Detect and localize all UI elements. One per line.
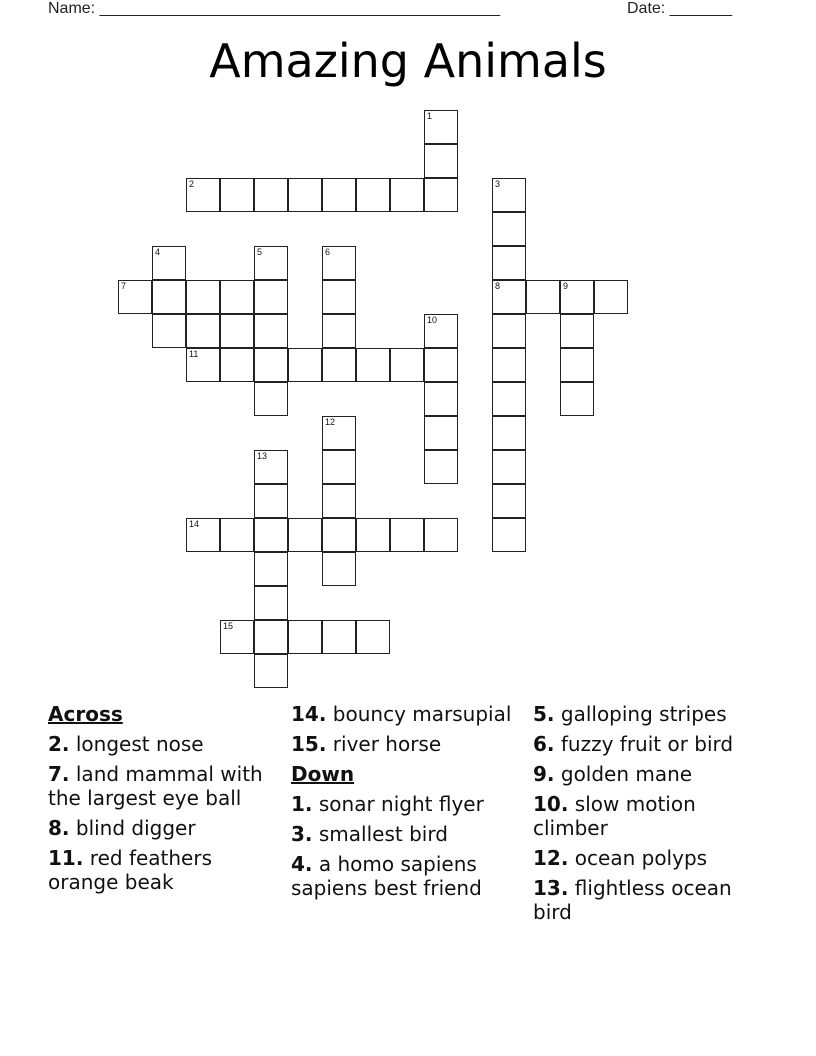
- crossword-cell[interactable]: [118, 280, 152, 314]
- crossword-cell[interactable]: [220, 314, 254, 348]
- clues-column-2: [291, 702, 521, 906]
- clues-column-1: [48, 702, 278, 900]
- clue-text: bouncy marsupial: [332, 702, 512, 726]
- crossword-cell[interactable]: [322, 280, 356, 314]
- clue-number: 3.: [291, 822, 313, 846]
- crossword-cell[interactable]: [560, 382, 594, 416]
- cell-number: 3: [495, 179, 501, 189]
- crossword-cell[interactable]: [152, 314, 186, 348]
- clue-number: 6.: [533, 732, 555, 756]
- crossword-cell[interactable]: [152, 246, 186, 280]
- clue-down-3: [291, 822, 521, 846]
- clue-down-6: [533, 732, 768, 756]
- clue-number: 8.: [48, 816, 70, 840]
- clue-text: a homo sapiens sapiens best friend: [291, 852, 482, 900]
- cell-number: 2: [189, 179, 195, 189]
- crossword-cell[interactable]: [492, 348, 526, 382]
- crossword-cell[interactable]: [220, 620, 254, 654]
- clue-text: galloping stripes: [560, 702, 727, 726]
- crossword-cell[interactable]: [322, 178, 356, 212]
- clue-down-13: [533, 876, 768, 924]
- clue-down-1: [291, 792, 521, 816]
- crossword-cell[interactable]: [594, 280, 628, 314]
- cell-number: 11: [189, 349, 199, 359]
- crossword-cell[interactable]: [322, 552, 356, 586]
- crossword-cell[interactable]: [322, 314, 356, 348]
- crossword-cell[interactable]: [322, 348, 356, 382]
- cell-number: 5: [257, 247, 263, 257]
- crossword-cell[interactable]: [424, 178, 458, 212]
- crossword-cell[interactable]: [424, 518, 458, 552]
- crossword-cell[interactable]: [424, 144, 458, 178]
- crossword-cell[interactable]: [254, 450, 288, 484]
- clue-number: 1.: [291, 792, 313, 816]
- cell-number: 8: [495, 281, 501, 291]
- cell-number: 14: [189, 519, 200, 529]
- cell-number: 4: [155, 247, 161, 257]
- crossword-cell[interactable]: [186, 348, 220, 382]
- clue-across-11: [48, 846, 278, 894]
- page-title: Amazing Animals: [209, 34, 607, 88]
- cell-number: 9: [563, 281, 569, 291]
- crossword-cell[interactable]: [492, 416, 526, 450]
- clue-down-4: [291, 852, 521, 900]
- clue-text: flightless ocean bird: [533, 876, 732, 924]
- cell-number: 7: [121, 281, 127, 291]
- crossword-cell[interactable]: [322, 518, 356, 552]
- crossword-cell[interactable]: [322, 416, 356, 450]
- cell-number: 1: [427, 111, 433, 121]
- clue-number: 12.: [533, 846, 569, 870]
- crossword-cell[interactable]: [526, 280, 560, 314]
- crossword-cell[interactable]: [560, 314, 594, 348]
- cell-number: 15: [223, 621, 234, 631]
- crossword-cell[interactable]: [288, 348, 322, 382]
- crossword-cell[interactable]: [560, 280, 594, 314]
- crossword-cell[interactable]: [186, 314, 220, 348]
- crossword-cell[interactable]: [322, 484, 356, 518]
- cell-number: 13: [257, 451, 268, 461]
- clue-across-15: [291, 732, 521, 756]
- clue-number: 9.: [533, 762, 555, 786]
- clue-number: 13.: [533, 876, 569, 900]
- crossword-cell[interactable]: [424, 110, 458, 144]
- crossword-cell[interactable]: [254, 518, 288, 552]
- crossword-cell[interactable]: [152, 280, 186, 314]
- clue-text: blind digger: [75, 816, 196, 840]
- crossword-cell[interactable]: [390, 178, 424, 212]
- across-heading: Across: [48, 702, 123, 726]
- crossword-cell[interactable]: [288, 620, 322, 654]
- cell-number: 6: [325, 247, 331, 257]
- crossword-cell[interactable]: [492, 450, 526, 484]
- clue-text: fuzzy fruit or bird: [560, 732, 734, 756]
- clue-down-12: [533, 846, 768, 870]
- crossword-cell[interactable]: [254, 654, 288, 688]
- crossword-cell[interactable]: [254, 586, 288, 620]
- clue-down-9: [533, 762, 768, 786]
- clue-across-14: [291, 702, 521, 726]
- crossword-cell[interactable]: [322, 620, 356, 654]
- crossword-cell[interactable]: [254, 484, 288, 518]
- crossword-cell[interactable]: [424, 314, 458, 348]
- crossword-cell[interactable]: [560, 348, 594, 382]
- crossword-cell[interactable]: [322, 246, 356, 280]
- crossword-cell[interactable]: [424, 348, 458, 382]
- crossword-cell[interactable]: [424, 450, 458, 484]
- crossword-cell[interactable]: [390, 348, 424, 382]
- clue-number: 14.: [291, 702, 327, 726]
- crossword-cell[interactable]: [254, 348, 288, 382]
- crossword-cell[interactable]: [356, 178, 390, 212]
- clue-text: golden mane: [560, 762, 693, 786]
- crossword-cell[interactable]: [186, 280, 220, 314]
- clue-down-5: [533, 702, 768, 726]
- crossword-cell[interactable]: [492, 484, 526, 518]
- crossword-cell[interactable]: [220, 348, 254, 382]
- crossword-cell[interactable]: [356, 518, 390, 552]
- clue-down-10: [533, 792, 768, 840]
- name-field-line: Name: _____________________________________________: [48, 0, 500, 17]
- crossword-cell[interactable]: [424, 416, 458, 450]
- clue-number: 2.: [48, 732, 70, 756]
- clue-number: 5.: [533, 702, 555, 726]
- clue-text: slow motion climber: [533, 792, 696, 840]
- clue-text: river horse: [332, 732, 442, 756]
- crossword-cell[interactable]: [356, 620, 390, 654]
- crossword-cell[interactable]: [492, 178, 526, 212]
- crossword-cell[interactable]: [288, 178, 322, 212]
- clue-number: 4.: [291, 852, 313, 876]
- crossword-cell[interactable]: [254, 246, 288, 280]
- clue-number: 15.: [291, 732, 327, 756]
- crossword-cell[interactable]: [254, 552, 288, 586]
- crossword-cell[interactable]: [390, 518, 424, 552]
- crossword-cell[interactable]: [492, 314, 526, 348]
- clues-column-3: [533, 702, 768, 930]
- clue-number: 11.: [48, 846, 84, 870]
- date-field-line: Date: _______: [627, 0, 732, 17]
- clue-number: 10.: [533, 792, 569, 816]
- cell-number: 12: [325, 417, 336, 427]
- crossword-cell[interactable]: [220, 178, 254, 212]
- crossword-cell[interactable]: [288, 518, 322, 552]
- crossword-cell[interactable]: [220, 280, 254, 314]
- clue-across-7: [48, 762, 278, 810]
- crossword-cell[interactable]: [492, 280, 526, 314]
- crossword-cell[interactable]: [492, 212, 526, 246]
- crossword-cell[interactable]: [492, 246, 526, 280]
- crossword-cell[interactable]: [356, 348, 390, 382]
- crossword-cell[interactable]: [186, 178, 220, 212]
- crossword-cell[interactable]: [254, 280, 288, 314]
- crossword-cell[interactable]: [492, 518, 526, 552]
- cell-number: 10: [427, 315, 438, 325]
- down-heading: Down: [291, 762, 355, 786]
- crossword-cell[interactable]: [322, 450, 356, 484]
- crossword-cell[interactable]: [424, 382, 458, 416]
- crossword-cell[interactable]: [254, 178, 288, 212]
- crossword-cell[interactable]: [220, 518, 254, 552]
- crossword-cell[interactable]: [254, 382, 288, 416]
- clue-text: smallest bird: [318, 822, 448, 846]
- crossword-cell[interactable]: [186, 518, 220, 552]
- clue-number: 7.: [48, 762, 70, 786]
- crossword-cell[interactable]: [492, 382, 526, 416]
- clue-text: sonar night flyer: [318, 792, 484, 816]
- crossword-cell[interactable]: [254, 620, 288, 654]
- clue-text: longest nose: [75, 732, 204, 756]
- clue-across-8: [48, 816, 278, 840]
- clue-text: land mammal with the largest eye ball: [48, 762, 263, 810]
- clue-across-2: [48, 732, 278, 756]
- clue-text: red feathers orange beak: [48, 846, 213, 894]
- clue-text: ocean polyps: [574, 846, 708, 870]
- crossword-cell[interactable]: [254, 314, 288, 348]
